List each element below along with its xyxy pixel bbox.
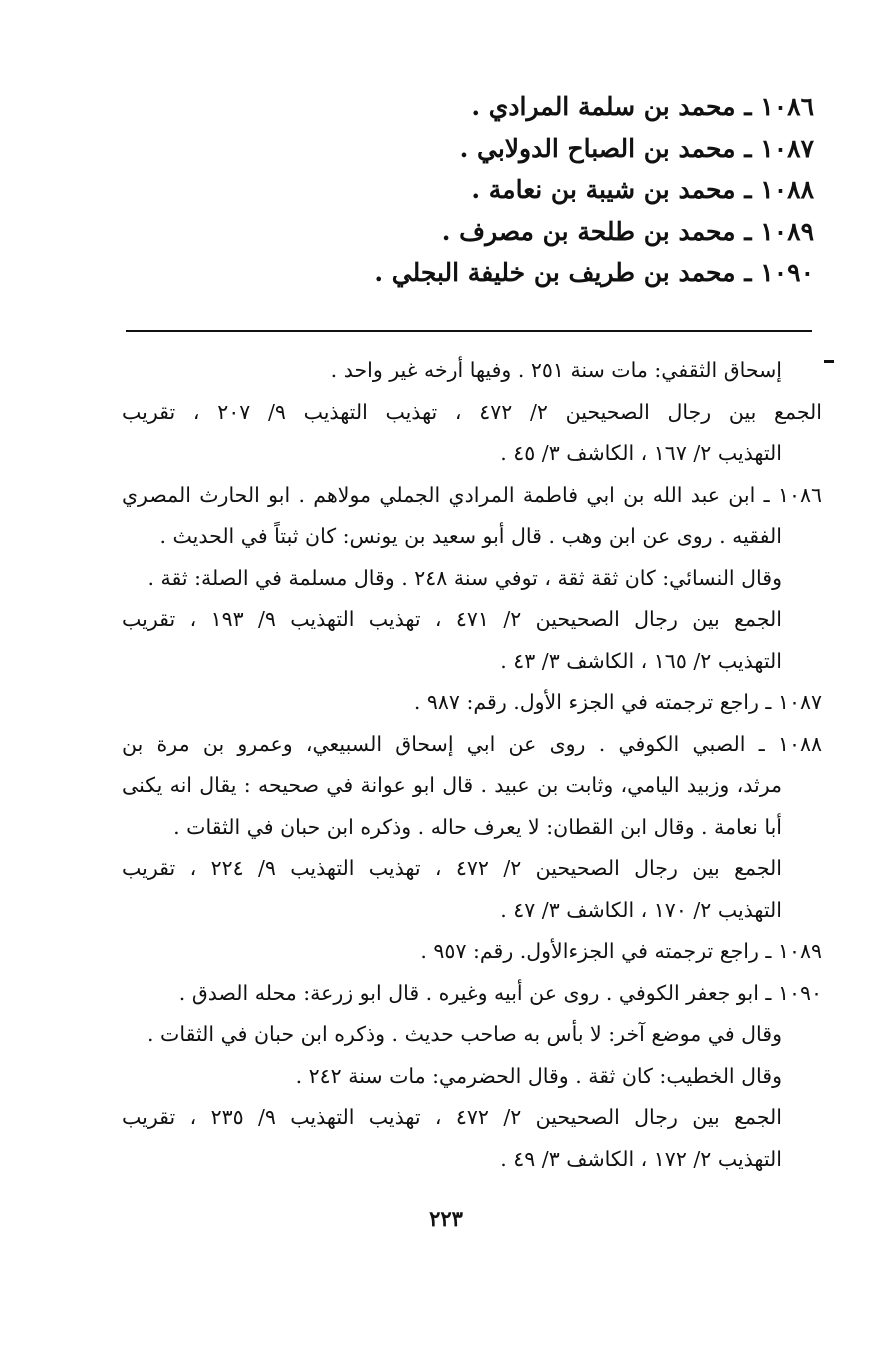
footnote-line: ١٠٨٨ ـ الصبي الكوفي . روى عن ابي إسحاق السبيعي، وعمرو بن مرة بن (122, 731, 822, 756)
page-number: ٢٢٣ (429, 1206, 463, 1231)
main-entries-list (254, 86, 814, 294)
footnote-line: الجمع بين رجال الصحيحين ٢/ ٤٧١ ، تهذيب التهذيب ٩/ ١٩٣ ، تقريب (122, 607, 783, 631)
footnote-1089 (122, 931, 822, 973)
footnote-line: التهذيب ٢/ ١٧٢ ، الكاشف ٣/ ٤٩ . (500, 1146, 782, 1171)
footnote-divider (126, 330, 812, 332)
footnote-line: الجمع بين رجال الصحيحين ٢/ ٤٧٢ ، تهذيب التهذيب ٩/ ٢٣٥ ، تقريب (122, 1105, 783, 1129)
footnote-line: ١٠٨٧ ـ راجع ترجمته في الجزء الأول. رقم: ٩٨٧ . (413, 690, 822, 714)
main-entry-1087: ١٠٨٧ ـ محمد بن الصباح الدولابي . (459, 133, 814, 163)
main-entry-1090: ١٠٩٠ ـ محمد بن طريف بن خليفة البجلي . (374, 258, 814, 287)
footnotes (122, 350, 822, 1180)
footnote-line: وقال النسائي: كان ثقة ثقة ، توفي سنة ٢٤٨ . وقال مسلمة في الصلة: ثقة . (147, 565, 782, 590)
footnote-line: الجمع بين رجال الصحيحين ٢/ ٤٧٢ ، تهذيب التهذيب ٩/ ٢٠٧ ، تقريب (122, 399, 822, 424)
footnote-line: ١٠٩٠ ـ ابو جعفر الكوفي . روى عن أبيه وغيره . قال ابو زرعة: محله الصدق . (178, 980, 822, 1005)
footnote-1086 (122, 475, 822, 683)
footnote-line: أبا نعامة . وقال ابن القطان: لا يعرف حاله . وذكره ابن حبان في الثقات . (173, 814, 782, 839)
continuation-dash-icon (824, 360, 834, 363)
footnote-line: وقال في موضع آخر: لا بأس به صاحب حديث . وذكره ابن حبان في الثقات . (147, 1022, 782, 1046)
footnote-1090 (122, 973, 822, 1181)
footnote-line: إسحاق الثقفي: مات سنة ٢٥١ . وفيها أرخه غير واحد . (330, 358, 782, 382)
footnote-line: التهذيب ٢/ ١٦٥ ، الكاشف ٣/ ٤٣ . (500, 648, 782, 673)
footnote-continuation (122, 350, 822, 475)
main-entry-1086: ١٠٨٦ ـ محمد بن سلمة المرادي . (471, 92, 814, 121)
footnote-line: التهذيب ٢/ ١٧٠ ، الكاشف ٣/ ٤٧ . (500, 897, 782, 922)
main-entry-1089: ١٠٨٩ ـ محمد بن طلحة بن مصرف . (441, 216, 814, 246)
footnote-line: ١٠٨٩ ـ راجع ترجمته في الجزءالأول. رقم: ٩٥٧ . (420, 939, 822, 963)
main-entry-1088: ١٠٨٨ ـ محمد بن شيبة بن نعامة . (471, 175, 814, 204)
footnote-line: الفقيه . روى عن ابن وهب . قال أبو سعيد بن يونس: كان ثبتاً في الحديث . (159, 524, 782, 548)
footnote-line: الجمع بين رجال الصحيحين ٢/ ٤٧٢ ، تهذيب التهذيب ٩/ ٢٢٤ ، تقريب (122, 856, 783, 880)
footnote-1088 (122, 724, 822, 932)
footnote-line: مرثد، وزبيد اليامي، وثابت بن عبيد . قال ابو عوانة في صحيحه : يقال انه يكنى (122, 773, 782, 797)
footnote-line: ١٠٨٦ ـ ابن عبد الله بن ابي فاطمة المرادي الجملي مولاهم . ابو الحارث المصري (122, 482, 822, 507)
footnote-line: التهذيب ٢/ ١٦٧ ، الكاشف ٣/ ٤٥ . (500, 441, 782, 465)
footnote-line: وقال الخطيب: كان ثقة . وقال الحضرمي: مات سنة ٢٤٢ . (295, 1063, 782, 1088)
footnote-1087 (122, 682, 822, 724)
